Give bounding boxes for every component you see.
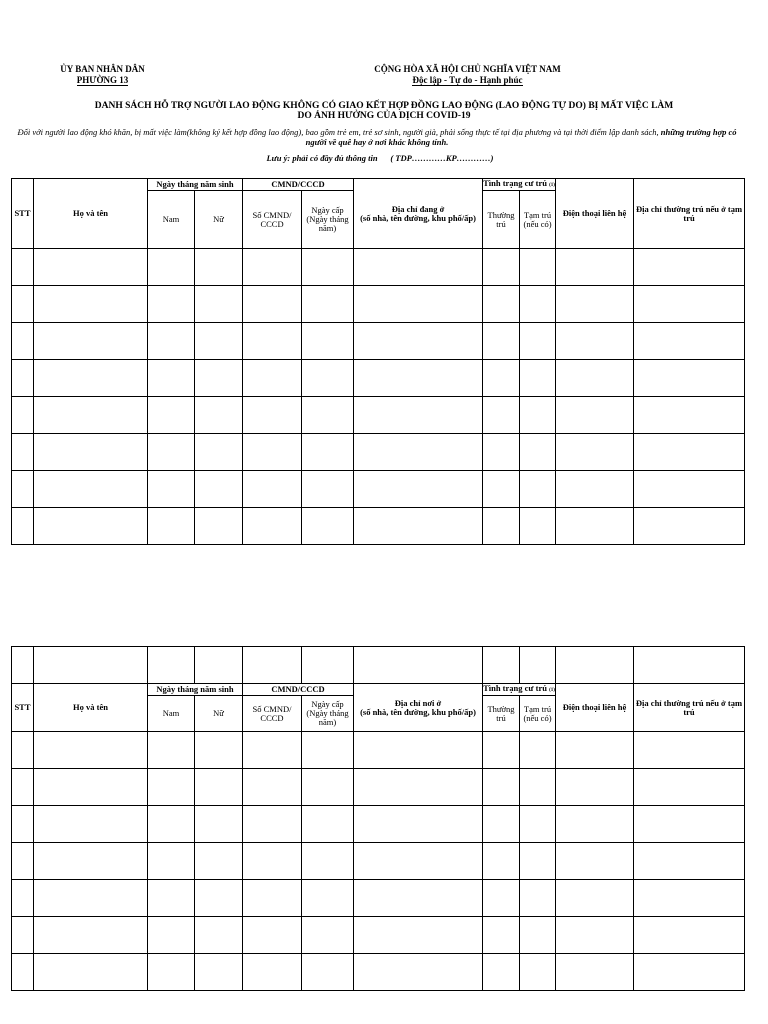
cell[interactable] (34, 397, 148, 434)
cell[interactable] (302, 843, 354, 880)
cell[interactable] (302, 249, 354, 286)
cell[interactable] (520, 508, 556, 545)
cell[interactable] (354, 806, 483, 843)
header-residence-title: Tình trạng cư trú (483, 178, 547, 188)
cell[interactable] (34, 647, 148, 684)
cell[interactable] (634, 769, 745, 806)
cell[interactable] (34, 508, 148, 545)
table-row (12, 397, 745, 434)
cell[interactable] (12, 806, 34, 843)
header-female: Nữ (195, 696, 243, 732)
cell[interactable] (354, 286, 483, 323)
cell[interactable] (34, 843, 148, 880)
cell[interactable] (483, 880, 520, 917)
cell[interactable] (243, 434, 302, 471)
header-id-number: Số CMND/ CCCD (243, 696, 302, 732)
cell[interactable] (634, 249, 745, 286)
header-residence-group (483, 684, 556, 696)
cell[interactable] (302, 806, 354, 843)
cell[interactable] (634, 806, 745, 843)
cell[interactable] (195, 732, 243, 769)
cell[interactable] (148, 286, 195, 323)
cell[interactable] (243, 917, 302, 954)
table-row (12, 917, 745, 954)
cell[interactable] (556, 249, 634, 286)
cell[interactable] (354, 769, 483, 806)
cell[interactable] (520, 647, 556, 684)
cell[interactable] (34, 323, 148, 360)
table-row (12, 954, 745, 991)
cell[interactable] (634, 917, 745, 954)
cell[interactable] (12, 508, 34, 545)
table-row (12, 434, 745, 471)
cell[interactable] (12, 397, 34, 434)
cell[interactable] (634, 286, 745, 323)
cell[interactable] (302, 917, 354, 954)
table-row (12, 286, 745, 323)
header-female: Nữ (195, 191, 243, 249)
cell[interactable] (148, 917, 195, 954)
cell[interactable] (302, 323, 354, 360)
cell[interactable] (556, 647, 634, 684)
cell[interactable] (354, 843, 483, 880)
cell[interactable] (243, 954, 302, 991)
cell[interactable] (243, 249, 302, 286)
table-row (12, 249, 745, 286)
cell[interactable] (483, 954, 520, 991)
cell[interactable] (302, 769, 354, 806)
note-label: Lưu ý: phải có đầy đủ thông tin (266, 153, 378, 163)
cell[interactable] (354, 397, 483, 434)
cell[interactable] (520, 360, 556, 397)
org-name: ỦY BAN NHÂN DÂN (60, 64, 145, 74)
ward-name: PHƯỜNG 13 (76, 75, 129, 85)
cell[interactable] (634, 323, 745, 360)
cell[interactable] (556, 508, 634, 545)
description-emphasis: những trường hợp có người về quê hay ở nơi khác không tính. (305, 127, 737, 147)
header-phone: Điện thoại liên hệ (556, 684, 634, 732)
cell[interactable] (148, 843, 195, 880)
table-row (12, 806, 745, 843)
cell[interactable] (483, 434, 520, 471)
cell[interactable] (302, 360, 354, 397)
cell[interactable] (148, 732, 195, 769)
header-male: Nam (148, 696, 195, 732)
header-address-title: Địa chỉ đang ở (391, 203, 445, 214)
table-row (12, 647, 745, 684)
cell[interactable] (634, 880, 745, 917)
cell[interactable] (520, 769, 556, 806)
cell[interactable] (556, 286, 634, 323)
header-stt: STT (12, 179, 34, 249)
cell[interactable] (195, 471, 243, 508)
cell[interactable] (12, 360, 34, 397)
header-residence-note: (1) (549, 183, 555, 188)
cell[interactable] (12, 769, 34, 806)
header-dob-group: Ngày tháng năm sinh (148, 179, 243, 191)
header-address-sub: (số nhà, tên đường, khu phố/ấp) (360, 212, 476, 223)
cell[interactable] (556, 843, 634, 880)
cell[interactable] (148, 249, 195, 286)
cell[interactable] (148, 954, 195, 991)
cell[interactable] (34, 954, 148, 991)
cell[interactable] (520, 880, 556, 917)
header-id-date: Ngày cấp (Ngày tháng năm) (302, 191, 354, 249)
cell[interactable] (195, 323, 243, 360)
header-address (354, 179, 483, 249)
cell[interactable] (556, 954, 634, 991)
cell[interactable] (354, 917, 483, 954)
cell[interactable] (148, 434, 195, 471)
cell[interactable] (556, 732, 634, 769)
cell[interactable] (195, 397, 243, 434)
cell[interactable] (302, 732, 354, 769)
cell[interactable] (195, 434, 243, 471)
header-permanent: Thường trú (483, 696, 520, 732)
cell[interactable] (34, 732, 148, 769)
cell[interactable] (148, 647, 195, 684)
cell[interactable] (354, 434, 483, 471)
worker-list-table-2 (11, 646, 745, 991)
table-row (12, 360, 745, 397)
worker-list-table-1 (11, 178, 745, 545)
header-residence-group (483, 179, 556, 191)
cell[interactable] (520, 286, 556, 323)
cell[interactable] (483, 843, 520, 880)
cell[interactable] (634, 360, 745, 397)
cell[interactable] (520, 954, 556, 991)
cell[interactable] (302, 954, 354, 991)
cell[interactable] (302, 508, 354, 545)
cell[interactable] (354, 954, 483, 991)
cell[interactable] (243, 508, 302, 545)
cell[interactable] (195, 954, 243, 991)
header-permanent-address: Địa chỉ thường trú nếu ở tạm trú (634, 684, 745, 732)
cell[interactable] (12, 286, 34, 323)
cell[interactable] (520, 732, 556, 769)
cell[interactable] (556, 471, 634, 508)
cell[interactable] (195, 360, 243, 397)
cell[interactable] (354, 647, 483, 684)
cell[interactable] (243, 360, 302, 397)
cell[interactable] (34, 249, 148, 286)
cell[interactable] (148, 508, 195, 545)
table-row (12, 843, 745, 880)
cell[interactable] (243, 880, 302, 917)
cell[interactable] (148, 360, 195, 397)
cell[interactable] (520, 917, 556, 954)
cell[interactable] (634, 732, 745, 769)
cell[interactable] (243, 286, 302, 323)
header-name: Họ và tên (34, 179, 148, 249)
header-dob-group: Ngày tháng năm sinh (148, 684, 243, 696)
header-stt: STT (12, 684, 34, 732)
cell[interactable] (12, 249, 34, 286)
cell[interactable] (12, 954, 34, 991)
cell[interactable] (195, 769, 243, 806)
cell[interactable] (354, 880, 483, 917)
note-tdp: ( TDP…………KP…………) (390, 153, 494, 163)
cell[interactable] (520, 323, 556, 360)
header-temporary: Tạm trú (nếu có) (520, 191, 556, 249)
cell[interactable] (354, 323, 483, 360)
cell[interactable] (302, 434, 354, 471)
cell[interactable] (483, 647, 520, 684)
cell[interactable] (195, 249, 243, 286)
cell[interactable] (483, 397, 520, 434)
description (8, 127, 746, 147)
cell[interactable] (520, 806, 556, 843)
cell[interactable] (556, 397, 634, 434)
cell[interactable] (34, 360, 148, 397)
cell[interactable] (556, 769, 634, 806)
cell[interactable] (195, 286, 243, 323)
cell[interactable] (12, 732, 34, 769)
cell[interactable] (634, 843, 745, 880)
cell[interactable] (634, 954, 745, 991)
cell[interactable] (354, 732, 483, 769)
cell[interactable] (195, 843, 243, 880)
cell[interactable] (483, 917, 520, 954)
table-row (12, 732, 745, 769)
table-row (12, 471, 745, 508)
cell[interactable] (148, 471, 195, 508)
cell[interactable] (556, 806, 634, 843)
nation-motto: Độc lập - Tự do - Hạnh phúc (412, 75, 523, 85)
nation-header (330, 64, 605, 86)
cell[interactable] (243, 471, 302, 508)
cell[interactable] (195, 880, 243, 917)
header-permanent: Thường trú (483, 191, 520, 249)
cell[interactable] (354, 508, 483, 545)
cell[interactable] (12, 434, 34, 471)
cell[interactable] (354, 360, 483, 397)
cell[interactable] (243, 397, 302, 434)
cell[interactable] (12, 917, 34, 954)
cell[interactable] (148, 880, 195, 917)
header-address (354, 684, 483, 732)
cell[interactable] (302, 647, 354, 684)
nation-name: CỘNG HÒA XÃ HỘI CHỦ NGHĨA VIỆT NAM (374, 64, 561, 74)
cell[interactable] (483, 360, 520, 397)
cell[interactable] (148, 806, 195, 843)
cell[interactable] (148, 769, 195, 806)
header-id-number: Số CMND/ CCCD (243, 191, 302, 249)
header-permanent-address: Địa chỉ thường trú nếu ở tạm trú (634, 179, 745, 249)
cell[interactable] (556, 434, 634, 471)
cell[interactable] (483, 249, 520, 286)
cell[interactable] (195, 508, 243, 545)
cell[interactable] (148, 397, 195, 434)
header-phone: Điện thoại liên hệ (556, 179, 634, 249)
cell[interactable] (34, 769, 148, 806)
cell[interactable] (34, 434, 148, 471)
cell[interactable] (12, 647, 34, 684)
header-temporary: Tạm trú (nếu có) (520, 696, 556, 732)
cell[interactable] (34, 917, 148, 954)
cell[interactable] (634, 397, 745, 434)
cell[interactable] (483, 471, 520, 508)
cell[interactable] (520, 471, 556, 508)
table-row (12, 323, 745, 360)
cell[interactable] (483, 323, 520, 360)
cell[interactable] (354, 249, 483, 286)
cell[interactable] (195, 647, 243, 684)
cell[interactable] (34, 471, 148, 508)
cell[interactable] (243, 806, 302, 843)
cell[interactable] (483, 769, 520, 806)
cell[interactable] (302, 286, 354, 323)
cell[interactable] (12, 323, 34, 360)
header-id-date: Ngày cấp (Ngày tháng năm) (302, 696, 354, 732)
cell[interactable] (34, 806, 148, 843)
document-title (40, 101, 728, 121)
cell[interactable] (34, 286, 148, 323)
cell[interactable] (556, 360, 634, 397)
cell[interactable] (483, 732, 520, 769)
note (200, 153, 560, 163)
cell[interactable] (302, 880, 354, 917)
cell[interactable] (520, 434, 556, 471)
cell[interactable] (634, 471, 745, 508)
table-row (12, 769, 745, 806)
title-line-2: DO ẢNH HƯỞNG CỦA DỊCH COVID-19 (297, 111, 471, 121)
cell[interactable] (243, 323, 302, 360)
cell[interactable] (195, 806, 243, 843)
header-male: Nam (148, 191, 195, 249)
table-row (12, 880, 745, 917)
cell[interactable] (34, 880, 148, 917)
cell[interactable] (634, 508, 745, 545)
cell[interactable] (556, 917, 634, 954)
cell[interactable] (243, 647, 302, 684)
header-address-sub: (số nhà, tên đường, khu phố/ấp) (360, 706, 476, 717)
cell[interactable] (520, 843, 556, 880)
title-line-1: DANH SÁCH HỖ TRỢ NGƯỜI LAO ĐỘNG KHÔNG CÓ GIAO KẾT HỢP ĐỒNG LAO ĐỘNG (LAO ĐỘNG TỰ DO) BỊ MẤT VIỆC LÀM (94, 101, 674, 111)
header-name: Họ và tên (34, 684, 148, 732)
cell[interactable] (195, 917, 243, 954)
cell[interactable] (634, 647, 745, 684)
cell[interactable] (520, 397, 556, 434)
header-residence-title: Tình trạng cư trú (483, 683, 547, 693)
cell[interactable] (243, 843, 302, 880)
cell[interactable] (354, 471, 483, 508)
cell[interactable] (302, 471, 354, 508)
header-residence-note: (1) (549, 688, 555, 693)
cell[interactable] (634, 434, 745, 471)
cell[interactable] (556, 323, 634, 360)
cell[interactable] (483, 286, 520, 323)
header-address-title: Địa chỉ nơi ở (394, 697, 442, 708)
header-id-group: CMND/CCCD (243, 684, 354, 696)
cell[interactable] (148, 323, 195, 360)
cell[interactable] (556, 880, 634, 917)
table-row (12, 508, 745, 545)
cell[interactable] (483, 508, 520, 545)
description-text: Đối với người lao động khó khăn, bị mất việc làm(không ký kết hợp đồng lao động), bao gồm trẻ em, trẻ sơ sinh, người già, phải sống thực tế tại địa phương và tại thời điểm lập danh sách, (17, 127, 659, 137)
cell[interactable] (12, 471, 34, 508)
cell[interactable] (243, 769, 302, 806)
cell[interactable] (12, 880, 34, 917)
cell[interactable] (483, 806, 520, 843)
cell[interactable] (12, 843, 34, 880)
cell[interactable] (520, 249, 556, 286)
org-header (40, 64, 165, 86)
header-id-group: CMND/CCCD (243, 179, 354, 191)
cell[interactable] (243, 732, 302, 769)
cell[interactable] (302, 397, 354, 434)
